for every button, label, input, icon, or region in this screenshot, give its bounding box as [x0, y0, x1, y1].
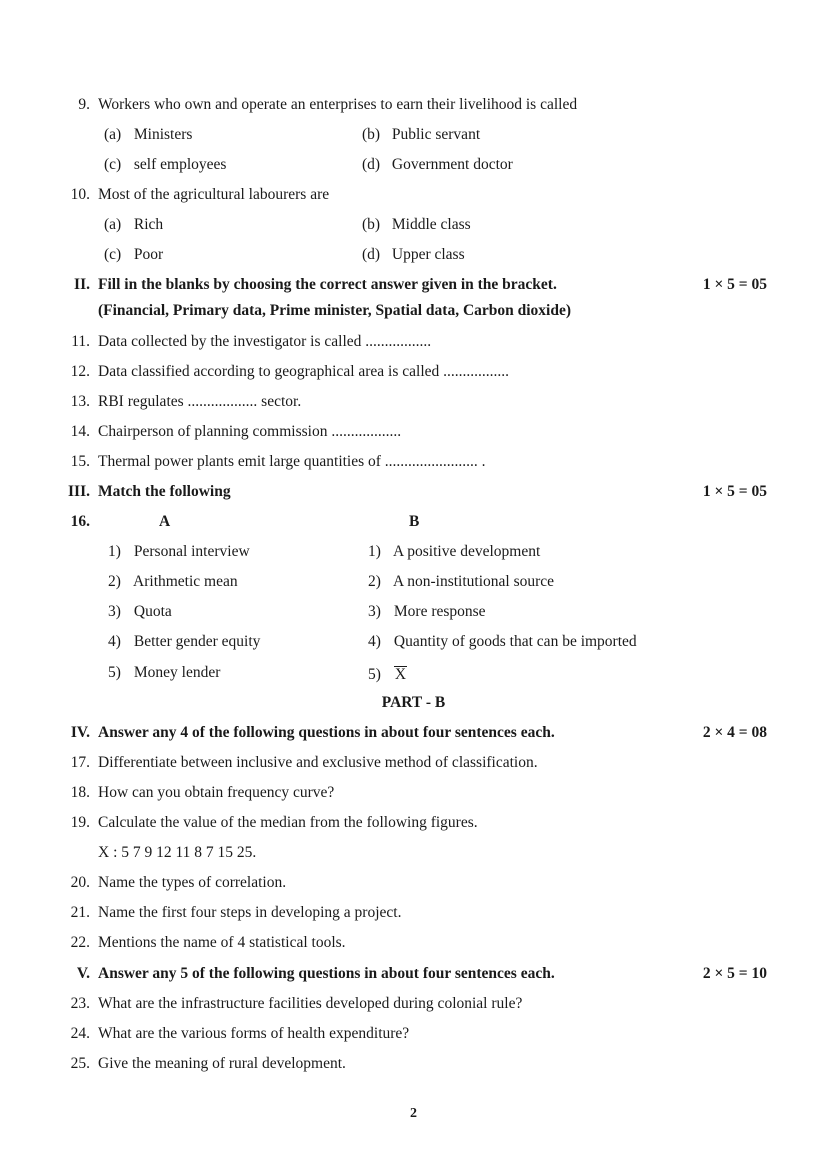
- item-text: More response: [393, 603, 486, 620]
- section-marks: 2 × 4 = 08: [702, 724, 767, 741]
- part-heading: [0, 692, 827, 722]
- column-a-item: [108, 541, 250, 563]
- question-text: Name the first four steps in developing a project.: [98, 904, 402, 921]
- options-row: [0, 214, 827, 244]
- item-number: 2): [368, 573, 381, 590]
- option-text: Middle class: [391, 216, 471, 233]
- question-number: 21.: [70, 904, 90, 921]
- column-a-item: [108, 662, 220, 684]
- question-number: 16.: [70, 513, 90, 530]
- option-label: (d): [362, 246, 381, 263]
- section-marks: 2 × 5 = 10: [702, 965, 767, 982]
- option-text: Rich: [133, 216, 164, 233]
- column-a-item: [108, 601, 172, 623]
- option-label: (a): [104, 126, 122, 143]
- question-21: [0, 902, 827, 932]
- item-number: 1): [368, 543, 381, 560]
- item-number: 5): [108, 664, 121, 681]
- option-label: (a): [104, 216, 122, 233]
- question-text: Data classified according to geographical area is called .................: [98, 363, 510, 380]
- question-number: 22.: [70, 934, 90, 951]
- question-19: [0, 812, 827, 842]
- question-11: [0, 331, 827, 361]
- option-c: [104, 154, 226, 176]
- data-values: X : 5 7 9 12 11 8 7 15 25.: [98, 844, 257, 861]
- question-text: Most of the agricultural labourers are: [98, 186, 330, 203]
- section-title: Answer any 5 of the following questions in about four sentences each.: [98, 965, 555, 982]
- x-bar-symbol: X: [394, 666, 407, 683]
- option-label: (c): [104, 246, 122, 263]
- section-heading-5: [0, 963, 827, 993]
- item-text: Quota: [133, 603, 172, 620]
- question-number: 15.: [70, 453, 90, 470]
- item-number: 2): [108, 573, 121, 590]
- question-number: 24.: [70, 1025, 90, 1042]
- option-b: [362, 214, 471, 236]
- question-13: [0, 391, 827, 421]
- item-number: 3): [368, 603, 381, 620]
- item-text: Arithmetic mean: [133, 573, 238, 590]
- option-text: Upper class: [391, 246, 465, 263]
- question-14: [0, 421, 827, 451]
- option-text: Ministers: [133, 126, 193, 143]
- column-b-item: [368, 571, 554, 593]
- option-c: [104, 244, 163, 266]
- section-heading-4: [0, 722, 827, 752]
- item-number: 3): [108, 603, 121, 620]
- match-row: [0, 601, 827, 631]
- question-text: Workers who own and operate an enterprises to earn their livelihood is called: [98, 96, 578, 113]
- item-text: A positive development: [393, 543, 541, 560]
- item-number: 4): [368, 633, 381, 650]
- part-b-title: PART - B: [381, 694, 446, 711]
- question-number: 12.: [70, 363, 90, 380]
- question-number: 25.: [70, 1055, 90, 1072]
- question-10: [0, 184, 827, 214]
- column-a-heading: A: [159, 513, 171, 530]
- option-text: Government doctor: [391, 156, 513, 173]
- match-row: [0, 662, 827, 692]
- question-text: Calculate the value of the median from the following figures.: [98, 814, 478, 831]
- section-number: III.: [68, 483, 90, 500]
- question-text: Give the meaning of rural development.: [98, 1055, 346, 1072]
- column-a-item: [108, 571, 238, 593]
- section-title: Answer any 4 of the following questions in about four sentences each.: [98, 724, 555, 741]
- question-number: 20.: [70, 874, 90, 891]
- question-number: 9.: [78, 96, 90, 113]
- option-d: [362, 154, 513, 176]
- question-text: Mentions the name of 4 statistical tools.: [98, 934, 346, 951]
- choices-text: (Financial, Primary data, Prime minister, Spatial data, Carbon dioxide): [98, 302, 572, 319]
- answer-choices: [0, 300, 827, 330]
- item-text: Quantity of goods that can be imported: [393, 633, 637, 650]
- question-text: Thermal power plants emit large quantities of ........................ .: [98, 453, 486, 470]
- section-number: V.: [76, 965, 90, 982]
- question-25: [0, 1053, 827, 1083]
- question-number: 19.: [70, 814, 90, 831]
- question-text: What are the infrastructure facilities developed during colonial rule?: [98, 995, 523, 1012]
- column-b-item: [368, 631, 637, 653]
- question-number: 23.: [70, 995, 90, 1012]
- option-d: [362, 244, 465, 266]
- question-number: 17.: [70, 754, 90, 771]
- question-text: How can you obtain frequency curve?: [98, 784, 335, 801]
- item-number: 1): [108, 543, 121, 560]
- option-text: self employees: [133, 156, 227, 173]
- question-9: [0, 94, 827, 124]
- section-marks: 1 × 5 = 05: [702, 483, 767, 500]
- option-a: [104, 214, 163, 236]
- options-row: [0, 124, 827, 154]
- item-text: A non-institutional source: [393, 573, 555, 590]
- question-number: 18.: [70, 784, 90, 801]
- section-number: IV.: [70, 724, 90, 741]
- item-number: 4): [108, 633, 121, 650]
- options-row: [0, 154, 827, 184]
- option-label: (b): [362, 216, 381, 233]
- question-text: RBI regulates .................. sector.: [98, 393, 302, 410]
- question-24: [0, 1023, 827, 1053]
- question-text: What are the various forms of health expenditure?: [98, 1025, 410, 1042]
- column-b-item: [368, 601, 486, 623]
- match-row: [0, 571, 827, 601]
- question-text: Name the types of correlation.: [98, 874, 287, 891]
- option-b: [362, 124, 480, 146]
- item-text: Money lender: [133, 664, 221, 681]
- column-b-heading: B: [409, 513, 420, 530]
- option-label: (b): [362, 126, 381, 143]
- section-heading-3: [0, 481, 827, 511]
- item-text: Personal interview: [133, 543, 250, 560]
- section-title: Fill in the blanks by choosing the correct answer given in the bracket.: [98, 276, 557, 293]
- question-17: [0, 752, 827, 782]
- page-number: 2: [410, 1106, 417, 1121]
- question-number: 11.: [71, 333, 90, 350]
- question-15: [0, 451, 827, 481]
- column-b-item: [368, 662, 407, 686]
- question-12: [0, 361, 827, 391]
- match-header: [0, 511, 827, 541]
- item-text: Better gender equity: [133, 633, 261, 650]
- match-row: [0, 631, 827, 661]
- option-label: (c): [104, 156, 122, 173]
- column-b-item: [368, 541, 540, 563]
- option-a: [104, 124, 192, 146]
- option-text: Public servant: [391, 126, 481, 143]
- item-number: 5): [368, 666, 381, 683]
- question-23: [0, 993, 827, 1023]
- question-number: 10.: [70, 186, 90, 203]
- section-title: Match the following: [98, 483, 231, 500]
- option-label: (d): [362, 156, 381, 173]
- question-number: 14.: [70, 423, 90, 440]
- column-a-item: [108, 631, 260, 653]
- question-20: [0, 872, 827, 902]
- section-number: II.: [74, 276, 90, 293]
- question-text: Differentiate between inclusive and exclusive method of classification.: [98, 754, 538, 771]
- question-19-data: [0, 842, 827, 872]
- options-row: [0, 244, 827, 274]
- question-text: Data collected by the investigator is called .................: [98, 333, 432, 350]
- question-18: [0, 782, 827, 812]
- question-22: [0, 932, 827, 962]
- section-marks: 1 × 5 = 05: [702, 276, 767, 293]
- match-row: [0, 541, 827, 571]
- option-text: Poor: [133, 246, 164, 263]
- question-text: Chairperson of planning commission ..................: [98, 423, 402, 440]
- question-number: 13.: [70, 393, 90, 410]
